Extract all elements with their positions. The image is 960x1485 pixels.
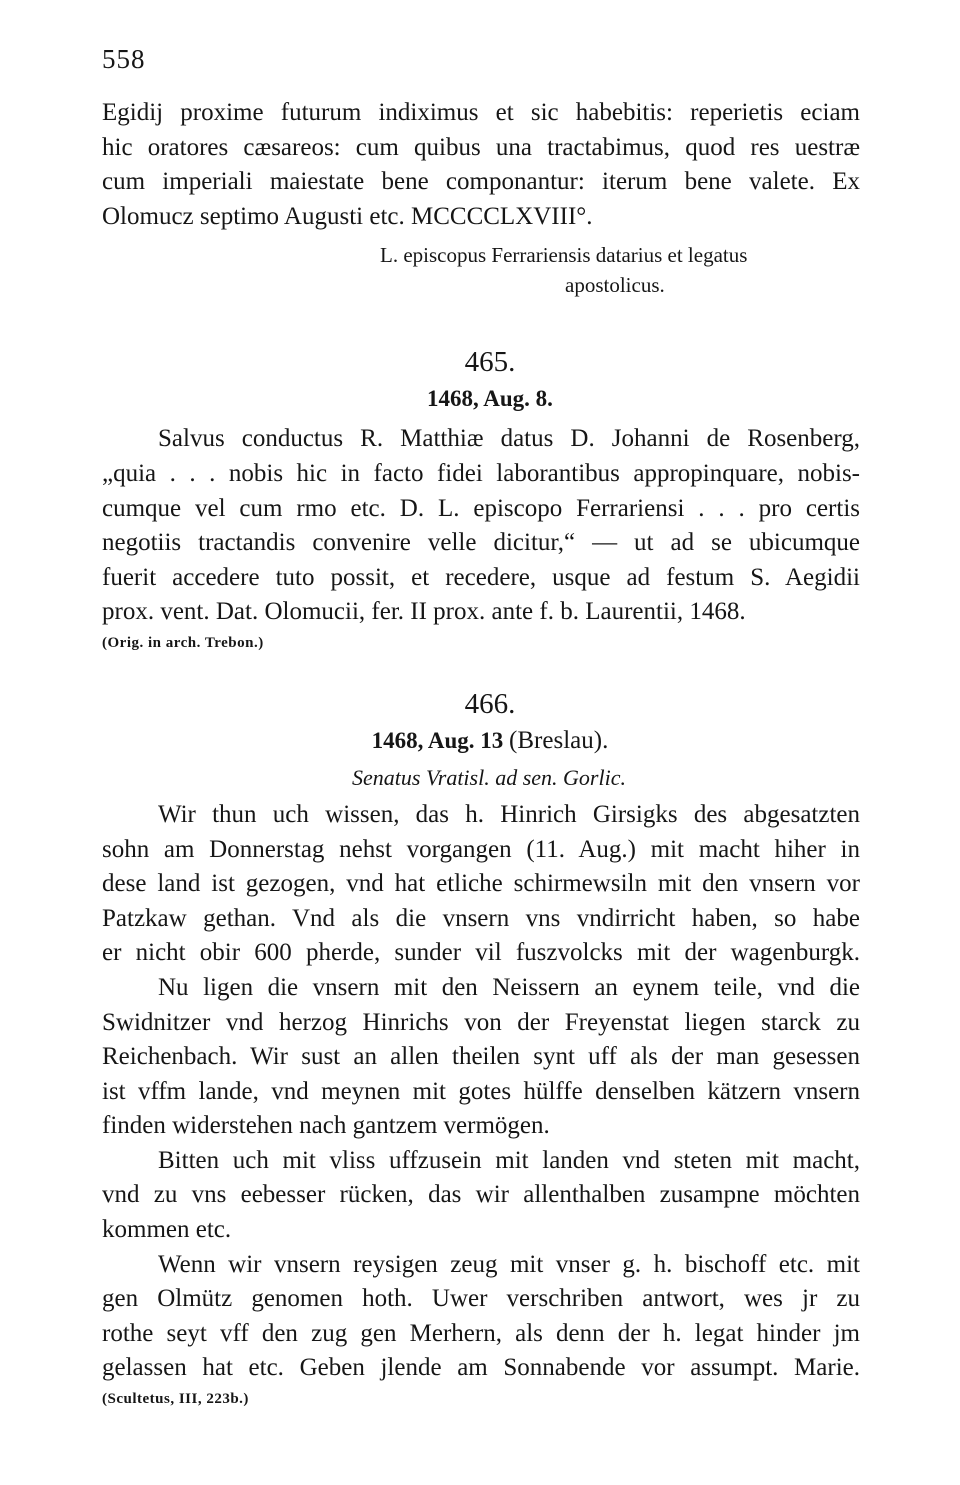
text-line: Reichenbach. Wir sust an allen theilen synt uff als der man gesessen bbox=[102, 1043, 860, 1071]
signature-line: L. episcopus Ferrariensis datarius et legatus bbox=[380, 243, 748, 268]
text-line: negotiis tractandis convenire velle dicitur,“ — ut ad se ubicumque bbox=[102, 529, 860, 557]
text-line: fuerit accedere tuto possit, et recedere, usque ad festum S. Aegidii bbox=[102, 563, 860, 591]
document-date bbox=[120, 724, 860, 758]
text-line: Wir thun uch wissen, das h. Hinrich Girsigks des abgesatzten bbox=[158, 800, 860, 828]
paragraph bbox=[102, 1248, 860, 1386]
paragraph bbox=[102, 1144, 860, 1248]
text-line: hic oratores cæsareos: cum quibus una tractabimus, quod res uestræ bbox=[102, 133, 860, 161]
text-line: Bitten uch mit vliss uffzusein mit landen vnd steten mit macht, bbox=[158, 1146, 860, 1174]
text-line: kommen etc. bbox=[102, 1216, 232, 1244]
source-note: (Scultetus, III, 223b.) bbox=[102, 1391, 249, 1408]
document-number: 465. bbox=[464, 346, 516, 379]
text-line: cum imperiali maiestate bene componantur: iterum bene valete. Ex bbox=[102, 168, 860, 196]
text-line: Nu ligen die vnsern mit den Neissern an eynem teile, vnd die bbox=[158, 973, 860, 1001]
intro-text bbox=[102, 96, 860, 234]
text-line: prox. vent. Dat. Olomucii, fer. II prox. ante f. b. Laurentii, 1468. bbox=[102, 598, 746, 626]
paragraph bbox=[102, 798, 860, 971]
text-line: er nicht obir 600 pherde, sunder vil fuszvolcks mit der wagenburgk. bbox=[102, 939, 860, 967]
document-number: 466. bbox=[464, 687, 516, 720]
document-date: 1468, Aug. 8. bbox=[427, 386, 553, 412]
text-line: Wenn wir vnsern reysigen zeug mit vnser g. h. bischoff etc. mit bbox=[158, 1250, 860, 1278]
text-line: finden widerstehen nach gantzem vermögen. bbox=[102, 1112, 550, 1140]
document-body bbox=[102, 798, 860, 1386]
text-line: cumque vel cum rmo etc. D. L. episcopo Ferrariensi . . . pro certis bbox=[102, 494, 860, 522]
text-line: gelassen hat etc. Geben jlende am Sonnabende vor assumpt. Marie. bbox=[102, 1354, 860, 1382]
text-line: gen Olmütz genomen hoth. Uwer verschriben antwort, wes jr zu bbox=[102, 1285, 860, 1313]
text-line: dese land ist gezogen, vnd hat etliche schirmewsiln mit den vnsern vor bbox=[102, 870, 860, 898]
text-line: sohn am Donnerstag nehst vorgangen (11. Aug.) mit macht hiher in bbox=[102, 835, 860, 863]
text-line: Salvus conductus R. Matthiæ datus D. Johanni de Rosenberg, bbox=[158, 425, 860, 453]
text-line: Patzkaw gethan. Vnd als die vnsern vns vndirricht haben, so habe bbox=[102, 904, 860, 932]
paragraph bbox=[102, 971, 860, 1144]
document-body bbox=[102, 422, 860, 630]
source-note: (Orig. in arch. Trebon.) bbox=[102, 634, 264, 651]
signature-block bbox=[380, 240, 860, 300]
text-line: Egidij proxime futurum indiximus et sic habebitis: reperietis eciam bbox=[102, 99, 860, 126]
text-line: „quia . . . nobis hic in facto fidei laborantibus appropinquare, nobis- bbox=[102, 459, 860, 487]
place-text: (Breslau). bbox=[509, 726, 609, 754]
signature-line: apostolicus. bbox=[565, 273, 665, 298]
date-text: 1468, Aug. 13 bbox=[371, 727, 504, 753]
text-line: Olomucz septimo Augusti etc. MCCCCLXVIII°. bbox=[102, 202, 593, 230]
text-line: rothe seyt vff den zug gen Merhern, als denn der h. legat hinder jm bbox=[102, 1319, 860, 1347]
text-line: vnd zu vns eebesser rücken, das wir allenthalben zusampne möchten bbox=[102, 1181, 860, 1209]
text-line: ist vffm lande, vnd meynen mit gotes hülffe denselben kätzern vnsern bbox=[102, 1077, 860, 1105]
page-number: 558 bbox=[102, 44, 146, 74]
document-heading: Senatus Vratisl. ad sen. Gorlic. bbox=[352, 764, 626, 790]
text-line: Swidnitzer vnd herzog Hinrichs von der Freyenstat liegen starck zu bbox=[102, 1008, 860, 1036]
